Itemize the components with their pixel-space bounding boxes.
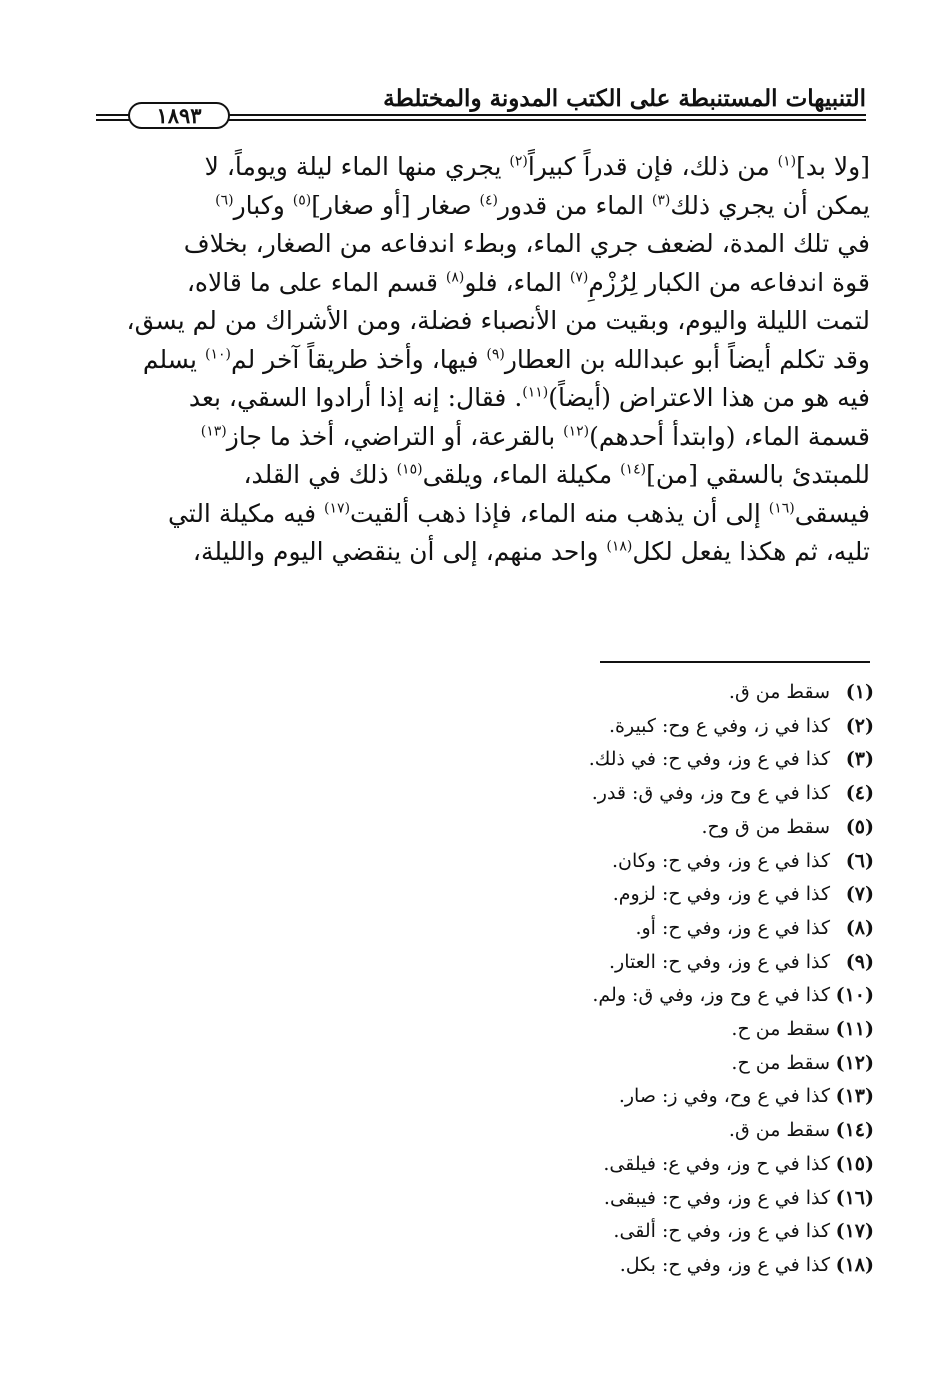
footnote-ref: (١٢)	[563, 423, 590, 440]
footnote-ref: (٧)	[569, 269, 589, 286]
footnote-number: (٥)	[845, 815, 874, 838]
footnote-number: (١٢)	[835, 1051, 874, 1074]
text-segment: تليه، ثم هكذا يفعل لكل	[632, 537, 870, 566]
footnote-item	[274, 1013, 874, 1047]
text-segment: إلى أن يذهب منه الماء، فإذا ذهب ألقيت	[350, 498, 769, 528]
text-segment: فيسقى	[794, 498, 870, 528]
footnote-number: (٩)	[845, 950, 874, 973]
text-segment: بالقرعة، أو التراضي، أخذ ما جاز	[226, 421, 564, 451]
footnote-ref: (١)	[777, 153, 797, 170]
footnote-text: سقط من ح.	[731, 1051, 830, 1074]
text-segment: فيه مكيلة التي	[167, 498, 325, 528]
text-line	[100, 148, 870, 187]
footnote-ref: (٤)	[479, 192, 498, 209]
footnote-text: سقط من ق.	[728, 1119, 830, 1142]
text-segment: يجري منها الماء ليلة ويوماً، لا	[204, 152, 510, 181]
footnote-text: كذا في ع وز، وفي ح: وكان.	[611, 849, 830, 872]
footnote-text: كذا في ع وح، وفي ز: صار.	[618, 1085, 830, 1108]
footnote-number: (١٠)	[835, 984, 874, 1007]
footnote-text: كذا في ع وز، وفي ح: لزوم.	[612, 883, 830, 906]
text-segment: وكبار	[233, 190, 293, 220]
footnote-text: كذا في ع وز، وفي ح: بكل.	[619, 1253, 830, 1276]
footnote-ref: (١٤)	[620, 461, 647, 478]
footnote-text: كذا في ز، وفي ع وح: كبيرة.	[608, 714, 830, 737]
text-segment: في تلك المدة، لضعف جري الماء، وبطء اندفاعه من الصغار، بخلاف	[183, 229, 870, 258]
footnote-text: كذا في ح وز، وفي ع: فيلقى.	[603, 1152, 830, 1175]
footnote-item	[274, 811, 874, 845]
footnote-ref: (١٨)	[606, 538, 633, 555]
footnote-number: (٢)	[845, 714, 874, 737]
text-segment: للمبتدئ بالسقي [من]	[646, 460, 870, 489]
footnote-ref: (١٧)	[324, 500, 351, 517]
text-line	[100, 379, 870, 418]
text-segment: ذلك في القلد،	[243, 460, 397, 489]
footnote-ref: (١٠)	[204, 346, 231, 363]
footnote-text: سقط من ق.	[728, 681, 830, 703]
footnote-item	[274, 743, 874, 777]
footnote-number: (٣)	[845, 748, 874, 771]
footnote-text: كذا في ع وز، وفي ح: ألقى.	[613, 1220, 830, 1243]
text-segment: لتمت الليلة واليوم، وبقيت من الأنصباء فضلة، ومن الأشراك من لم يسق،	[126, 306, 870, 335]
footnote-text: كذا في ع وز، وفي ح: العتار.	[608, 950, 830, 973]
footnote-item	[274, 710, 874, 744]
text-segment: وقد تكلم أيضاً أبو عبدالله بن العطار	[504, 344, 870, 374]
footnotes-list	[274, 676, 874, 1283]
text-segment: [ولا بد]	[796, 152, 870, 181]
footnote-number: (٧)	[845, 883, 874, 906]
text-segment: من ذلك، فإن قدراً كبيراً	[527, 152, 778, 181]
footnote-number: (٨)	[845, 916, 874, 939]
footnote-number: (١٤)	[835, 1119, 874, 1142]
text-line	[100, 418, 870, 457]
footnote-number: (١٧)	[835, 1220, 874, 1243]
footnote-ref: (٦)	[215, 192, 234, 209]
footnote-text: كذا في ع وز، وفي ح: فيبقى.	[603, 1186, 830, 1209]
text-segment: صغار [أو صغار]	[311, 190, 480, 220]
text-line	[100, 495, 870, 534]
page-number: ١٨٩٣	[128, 102, 230, 129]
footnote-number: (١٦)	[835, 1186, 874, 1209]
text-line	[100, 341, 870, 380]
footnote-item	[274, 676, 874, 710]
text-line	[100, 302, 870, 341]
footnote-item	[274, 1080, 874, 1114]
footnote-number: (٦)	[845, 849, 874, 872]
page-header	[96, 82, 866, 132]
footnote-ref: (٨)	[445, 269, 465, 286]
footnote-item	[274, 845, 874, 879]
footnote-ref: (٥)	[292, 192, 312, 209]
footnote-divider	[600, 661, 870, 663]
footnote-ref: (١٣)	[200, 423, 227, 440]
footnote-item	[274, 1182, 874, 1216]
text-line	[100, 264, 870, 303]
footnote-item	[274, 946, 874, 980]
footnote-text: سقط من ق وح.	[701, 815, 830, 838]
footnote-item	[274, 1047, 874, 1081]
footnote-ref: (٩)	[486, 346, 505, 363]
running-title: التنبيهات المستنبطة على الكتب المدونة والمختلطة	[383, 85, 866, 112]
footnote-number: (١)	[845, 681, 874, 703]
text-line	[100, 187, 870, 226]
footnote-ref: (١٦)	[768, 500, 795, 517]
footnote-item	[274, 878, 874, 912]
footnote-item	[274, 1114, 874, 1148]
main-text	[100, 148, 870, 572]
text-line	[100, 225, 870, 264]
text-segment: الماء من قدور	[497, 190, 652, 220]
text-segment: يمكن أن يجري ذلك	[670, 190, 870, 220]
text-line	[100, 533, 870, 572]
text-segment: يسلم	[142, 344, 205, 374]
footnote-ref: (٣)	[651, 192, 671, 209]
footnote-item	[274, 1249, 874, 1283]
text-line	[100, 456, 870, 495]
footnote-item	[274, 979, 874, 1013]
footnote-number: (١٨)	[835, 1253, 874, 1276]
footnote-number: (١٣)	[835, 1085, 874, 1108]
text-segment: فيها، وأخذ طريقاً آخر لم	[230, 344, 487, 374]
text-segment: قوة اندفاعه من الكبار لِرُزْمِ	[588, 267, 870, 297]
footnote-item	[274, 912, 874, 946]
text-segment: . فقال: إنه إذا أرادوا السقي، بعد	[188, 383, 523, 412]
footnote-text: سقط من ح.	[731, 1018, 830, 1041]
footnote-number: (١١)	[835, 1018, 874, 1041]
footnote-item	[274, 777, 874, 811]
footnote-item	[274, 1148, 874, 1182]
text-segment: قسمة الماء، (وابتدأ أحدهم)	[589, 421, 870, 451]
footnote-number: (١٥)	[835, 1152, 874, 1175]
footnote-ref: (٢)	[509, 153, 528, 170]
footnote-text: كذا في ع وز، وفي ح: في ذلك.	[588, 748, 830, 771]
text-segment: فيه هو من هذا الاعتراض (أيضاً)	[548, 383, 870, 412]
footnote-text: كذا في ع وح وز، وفي ق: ولم.	[592, 984, 830, 1007]
text-segment: قسم الماء على ما قالاه،	[186, 267, 446, 297]
text-segment: مكيلة الماء، ويلقى	[422, 460, 621, 489]
footnote-number: (٤)	[845, 782, 874, 805]
footnote-text: كذا في ع وز، وفي ح: أو.	[635, 916, 830, 939]
footnote-ref: (١٥)	[396, 461, 423, 478]
text-segment: واحد منهم، إلى أن ينقضي اليوم والليلة،	[192, 537, 607, 566]
text-segment: الماء، فلو	[464, 267, 570, 297]
footnote-item	[274, 1215, 874, 1249]
footnote-text: كذا في ع وح وز، وفي ق: قدر.	[591, 782, 830, 805]
footnote-ref: (١١)	[522, 384, 549, 401]
